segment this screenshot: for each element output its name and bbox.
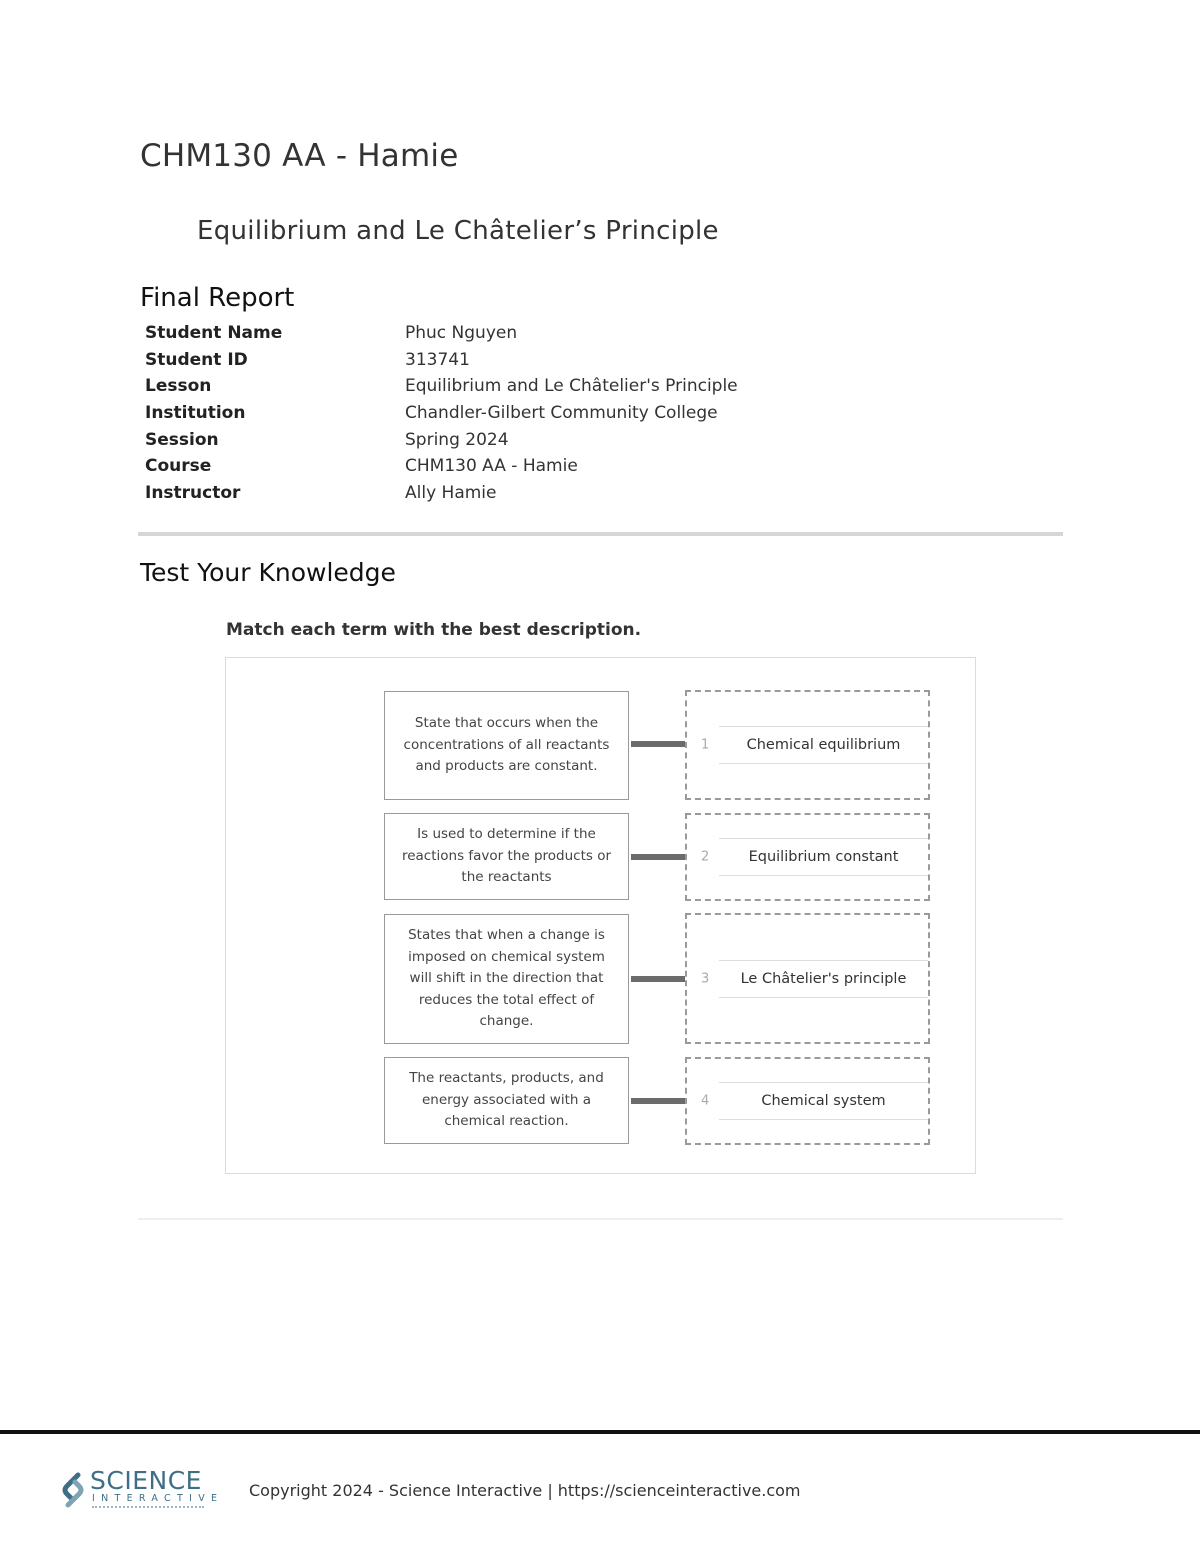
logo-mark-icon [58, 1470, 88, 1510]
question-prompt: Match each term with the best description. [226, 620, 642, 640]
logo-subtitle: INTERACTIVE [92, 1493, 224, 1504]
info-label: Instructor [145, 483, 241, 504]
section-title: Test Your Knowledge [140, 558, 396, 587]
info-label: Student ID [145, 349, 248, 370]
footer-copyright: Copyright 2024 - Science Interactive | https://scienceinteractive.com [249, 1481, 801, 1500]
term-label[interactable]: Le Châtelier's principle [719, 960, 928, 998]
report-title: Final Report [140, 283, 295, 313]
info-value: Chandler-Gilbert Community College [405, 403, 718, 424]
term-label[interactable]: Equilibrium constant [719, 838, 928, 876]
term-drop-slot[interactable] [685, 813, 930, 901]
description-box: Is used to determine if the reactions favor the products or the reactants [384, 813, 629, 900]
match-connector [631, 741, 685, 747]
match-connector [631, 1098, 685, 1104]
term-number: 2 [701, 849, 710, 865]
info-value: Spring 2024 [405, 429, 509, 450]
match-connector [631, 854, 685, 860]
info-label: Institution [145, 403, 246, 424]
logo-tagline [92, 1506, 204, 1512]
logo-wordmark: SCIENCE [90, 1466, 202, 1495]
term-number: 4 [701, 1093, 710, 1109]
term-label[interactable]: Chemical equilibrium [719, 726, 928, 764]
section-end-divider [138, 1218, 1063, 1220]
section-divider [138, 532, 1063, 536]
course-title: CHM130 AA - Hamie [140, 138, 459, 174]
term-number: 3 [701, 971, 710, 986]
info-label: Course [145, 456, 212, 477]
term-number: 1 [701, 737, 710, 753]
info-label: Student Name [145, 323, 283, 343]
term-drop-slot[interactable] [685, 690, 930, 800]
footer-rule [0, 1430, 1200, 1434]
info-label: Session [145, 429, 219, 450]
description-box: State that occurs when the concentrations of all reactants and products are constant. [384, 691, 629, 800]
lesson-title: Equilibrium and Le Châtelier’s Principle [197, 216, 719, 246]
info-label: Lesson [145, 376, 212, 397]
science-interactive-logo [58, 1466, 224, 1514]
info-value: CHM130 AA - Hamie [405, 456, 578, 477]
info-value: 313741 [405, 349, 470, 370]
description-box: States that when a change is imposed on chemical system will shift in the direction that reduces the total effect of change. [384, 914, 629, 1044]
match-connector [631, 976, 685, 982]
info-value: Phuc Nguyen [405, 323, 518, 343]
term-drop-slot[interactable] [685, 913, 930, 1044]
info-value: Ally Hamie [405, 483, 497, 504]
term-drop-slot[interactable] [685, 1057, 930, 1145]
term-label[interactable]: Chemical system [719, 1082, 928, 1120]
info-value: Equilibrium and Le Châtelier's Principle [405, 376, 738, 397]
description-box: The reactants, products, and energy associated with a chemical reaction. [384, 1057, 629, 1144]
